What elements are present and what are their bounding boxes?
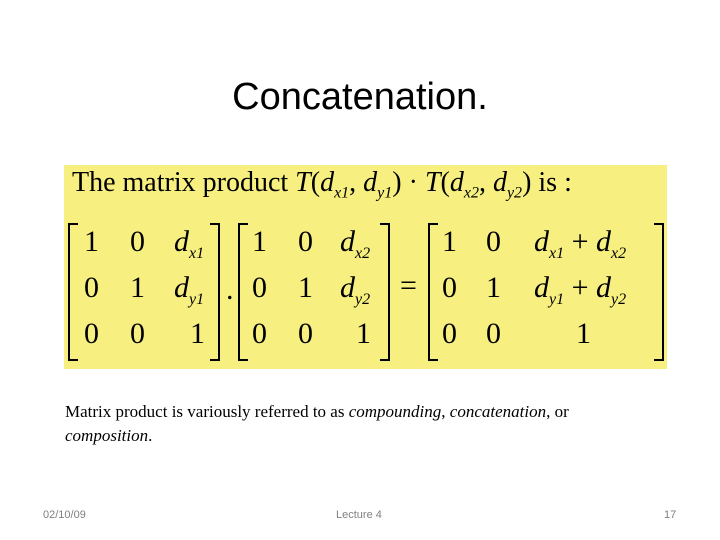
d-symbol: d	[449, 167, 464, 198]
paren: (	[310, 167, 321, 198]
matrix-a-cell: 1	[190, 317, 205, 350]
caption-text: Matrix product is variously referred to as	[65, 402, 349, 421]
subscript-x2: x2	[463, 184, 479, 202]
comma: ,	[478, 167, 493, 198]
comma: ,	[349, 167, 364, 198]
matrix-c-cell-dy-sum: $d_{y1} + d_{y2}$	[534, 271, 627, 308]
right-bracket	[380, 223, 390, 361]
matrix-a-cell-dx1: $d_{x1}$	[174, 225, 205, 262]
matrix-b-cell: 0	[298, 317, 313, 350]
matrix-b-cell: 1	[356, 317, 371, 350]
matrix-c-cell: 0	[442, 317, 457, 350]
t-symbol: T	[295, 167, 311, 198]
statement-suffix: ) is :	[522, 167, 572, 198]
matrix-a-cell: 0	[84, 317, 99, 350]
matrix-a-cell: 0	[130, 225, 145, 258]
paren: (	[440, 167, 450, 198]
dot-product: ) ·	[392, 167, 425, 198]
dot-operator: .	[226, 273, 234, 306]
subscript-y2: y2	[506, 184, 523, 202]
caption-separator: , or	[546, 402, 569, 421]
matrix-c-cell: 1	[486, 271, 501, 304]
subscript-y1: y1	[377, 184, 393, 202]
footer-lecture: Lecture 4	[336, 509, 382, 521]
matrix-c-cell: 0	[486, 225, 501, 258]
footer-date: 02/10/09	[43, 509, 86, 521]
d-symbol: d	[492, 167, 507, 198]
matrix-b-cell: 0	[298, 225, 313, 258]
footer-page-number: 17	[664, 509, 677, 521]
matrix-c-cell: 1	[576, 317, 591, 350]
d-symbol: d	[363, 167, 378, 198]
caption-term-composition: composition	[65, 426, 149, 445]
statement-prefix: The matrix product	[72, 167, 296, 198]
matrix-c-cell: 0	[486, 317, 501, 350]
left-bracket	[428, 223, 438, 361]
caption-term-compounding: compounding	[348, 402, 442, 421]
matrix-b-cell-dx2: $d_{x2}$	[340, 225, 371, 262]
matrix-c-cell: 1	[442, 225, 457, 258]
t-symbol: T	[424, 167, 441, 198]
matrix-a-cell: 1	[130, 271, 145, 304]
matrix-c-cell-dx-sum: $d_{x1} + d_{x2}$	[534, 225, 627, 262]
caption-separator: ,	[441, 402, 450, 421]
matrix-c	[428, 223, 664, 361]
left-bracket	[68, 223, 78, 361]
left-bracket	[238, 223, 248, 361]
equation-box	[64, 165, 667, 369]
matrix-product-statement	[72, 167, 572, 203]
matrix-b-cell-dy2: $d_{y2}$	[340, 271, 371, 308]
matrix-b-cell: 0	[252, 271, 267, 304]
subscript-x1: x1	[334, 184, 350, 202]
right-bracket	[654, 223, 664, 361]
matrix-a-cell: 0	[130, 317, 145, 350]
right-bracket	[210, 223, 220, 361]
matrix-a	[68, 223, 220, 361]
matrix-b	[238, 223, 390, 361]
caption-term-concatenation: concatenation	[449, 402, 547, 421]
matrix-b-cell: 1	[298, 271, 313, 304]
equals-operator: =	[400, 269, 417, 302]
caption	[65, 400, 685, 448]
matrix-a-cell: 1	[84, 225, 99, 258]
matrix-a-cell-dy1: $d_{y1}$	[174, 271, 205, 308]
matrix-b-cell: 1	[252, 225, 267, 258]
matrix-a-cell: 0	[84, 271, 99, 304]
slide-title: Concatenation.	[232, 76, 488, 118]
matrix-b-cell: 0	[252, 317, 267, 350]
matrix-c-cell: 0	[442, 271, 457, 304]
caption-period: .	[148, 426, 153, 445]
d-symbol: d	[320, 167, 335, 198]
